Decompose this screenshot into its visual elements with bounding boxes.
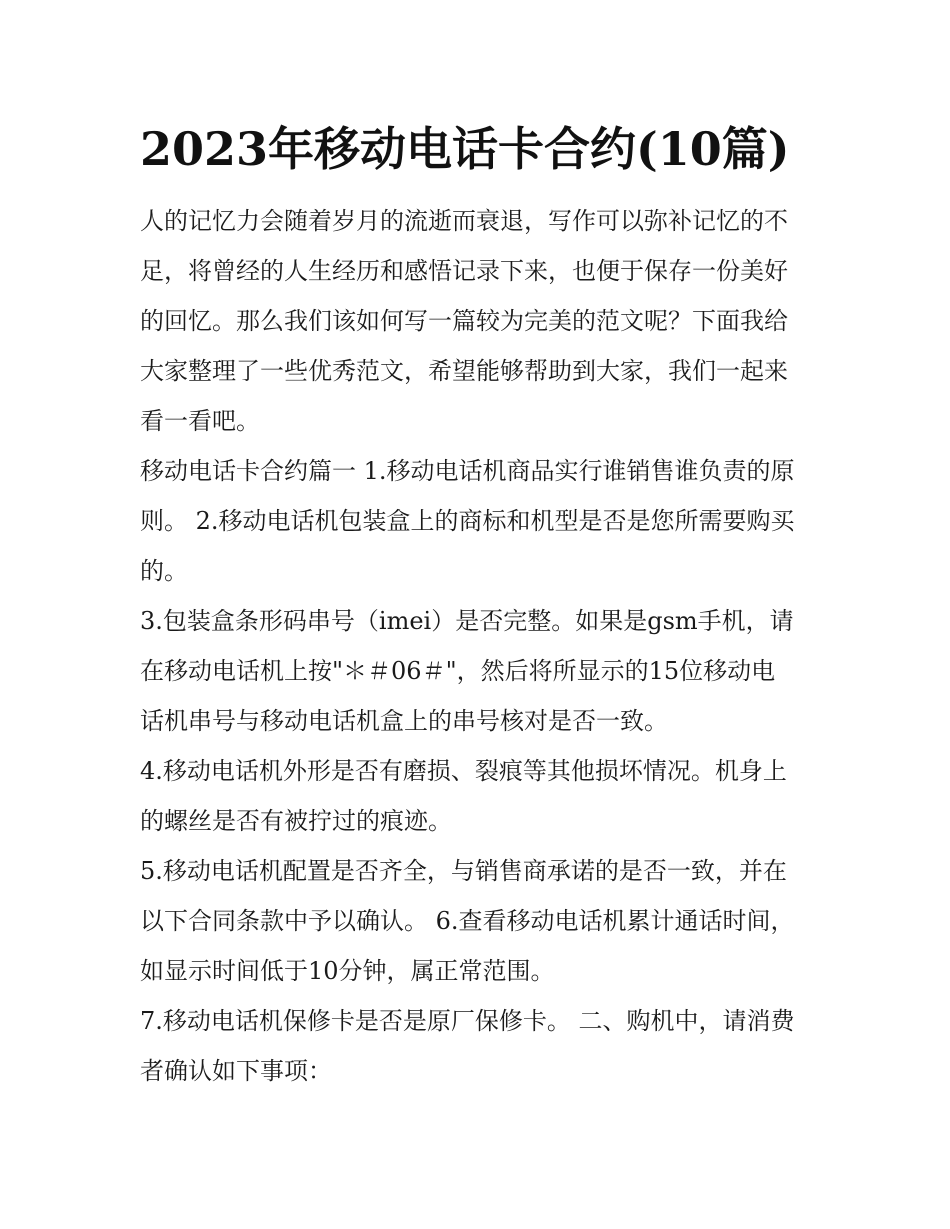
- paragraph-line: 看一看吧。: [140, 407, 260, 435]
- paragraph-line: 的螺丝是否有被拧过的痕迹。: [140, 807, 452, 835]
- paragraph-line: 的。: [140, 557, 188, 585]
- paragraph-line: 移动电话卡合约篇一 1.移动电话机商品实行谁销售谁负责的原: [140, 457, 795, 485]
- document-body: [140, 196, 820, 1096]
- paragraph: [140, 846, 820, 996]
- paragraph-line: 如显示时间低于10分钟，属正常范围。: [140, 957, 555, 985]
- paragraph-line: 5.移动电话机配置是否齐全，与销售商承诺的是否一致，并在: [140, 857, 787, 885]
- paragraph: [140, 196, 820, 446]
- paragraph: [140, 446, 820, 596]
- paragraph-line: 人的记忆力会随着岁月的流逝而衰退，写作可以弥补记忆的不: [140, 207, 788, 235]
- paragraph-line: 以下合同条款中予以确认。 6.查看移动电话机累计通话时间，: [140, 907, 795, 935]
- paragraph-line: 4.移动电话机外形是否有磨损、裂痕等其他损坏情况。机身上: [140, 757, 787, 785]
- paragraph-line: 大家整理了一些优秀范文，希望能够帮助到大家，我们一起来: [140, 357, 788, 385]
- paragraph-line: 3.包装盒条形码串号（imei）是否完整。如果是gsm手机，请: [140, 607, 794, 635]
- paragraph: [140, 996, 820, 1096]
- paragraph: [140, 596, 820, 746]
- paragraph: [140, 746, 820, 846]
- paragraph-line: 7.移动电话机保修卡是否是原厂保修卡。 二、购机中，请消费: [140, 1007, 795, 1035]
- document-title: 2023年移动电话卡合约(10篇): [140, 122, 790, 176]
- paragraph-line: 的回忆。那么我们该如何写一篇较为完美的范文呢？下面我给: [140, 307, 788, 335]
- paragraph-line: 足，将曾经的人生经历和感悟记录下来，也便于保存一份美好: [140, 257, 788, 285]
- paragraph-line: 话机串号与移动电话机盒上的串号核对是否一致。: [140, 707, 668, 735]
- paragraph-line: 则。 2.移动电话机包装盒上的商标和机型是否是您所需要购买: [140, 507, 795, 535]
- paragraph-line: 在移动电话机上按"＊＃06＃"，然后将所显示的15位移动电: [140, 657, 776, 685]
- paragraph-line: 者确认如下事项：: [140, 1057, 332, 1085]
